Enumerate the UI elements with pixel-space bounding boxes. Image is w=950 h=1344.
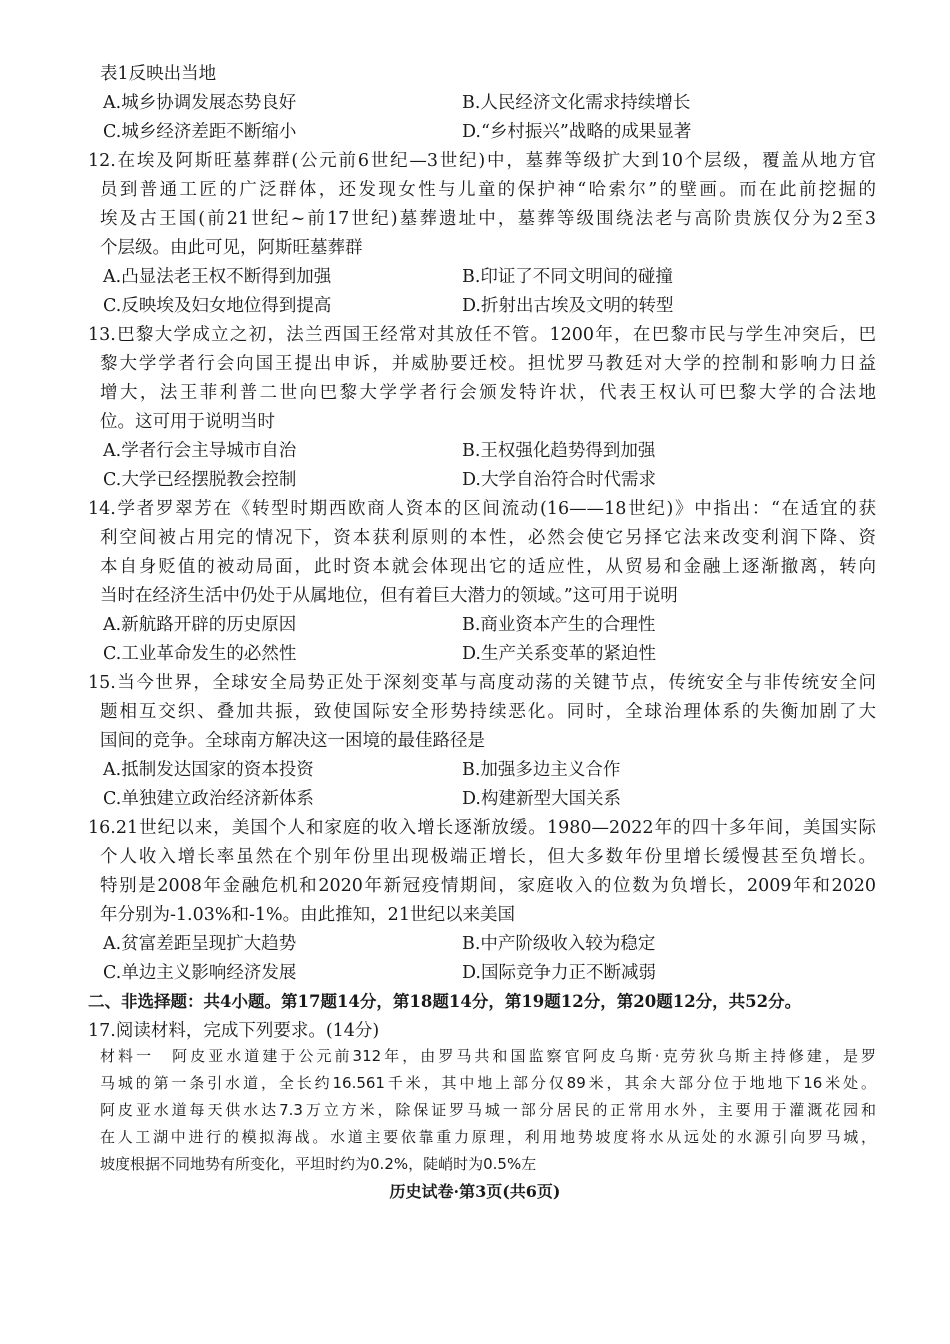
q14-line-1: 14.学者罗翠芳在《转型时期西欧商人资本的区间流动(16——18世纪)》中指出：“在适宜的获 <box>88 499 876 519</box>
q11-option-a: A.城乡协调发展态势良好 <box>103 93 297 113</box>
q14-option-b: B.商业资本产生的合理性 <box>462 615 656 635</box>
q17-material-line-1: 材料一 阿皮亚水道建于公元前312年，由罗马共和国监察官阿皮乌斯·克劳狄乌斯主持修建，是罗 <box>100 1047 876 1065</box>
q17-material-line-2: 马城的第一条引水道，全长约16.561千米，其中地上部分仅89米，其余大部分位于地地下16米处。 <box>100 1074 876 1092</box>
q12-option-c: C.反映埃及妇女地位得到提高 <box>103 296 332 316</box>
q13-option-b: B.王权强化趋势得到加强 <box>462 441 656 461</box>
section-2-heading: 二、非选择题：共4小题。第17题14分，第18题14分，第19题12分，第20题12分，共52分。 <box>88 992 802 1011</box>
q17-material-line-4: 在人工湖中进行的模拟海战。水道主要依靠重力原理，利用地势坡度将水从远处的水源引向罗马城， <box>100 1128 876 1146</box>
q13-line-1: 13.巴黎大学成立之初，法兰西国王经常对其放任不管。1200年，在巴黎市民与学生冲突后，巴 <box>88 325 876 345</box>
q12-line-1: 12.在埃及阿斯旺墓葬群(公元前6世纪—3世纪)中，墓葬等级扩大到10个层级，覆盖从地方官 <box>88 151 876 171</box>
q15-line-2: 题相互交织、叠加共振，致使国际安全形势持续恶化。同时，全球治理体系的失衡加剧了大 <box>100 702 876 722</box>
q16-option-a: A.贫富差距呈现扩大趋势 <box>103 934 297 954</box>
q11-option-b: B.人民经济文化需求持续增长 <box>462 93 691 113</box>
q15-line-3: 国间的竞争。全球南方解决这一困境的最佳路径是 <box>100 731 485 751</box>
q15-option-d: D.构建新型大国关系 <box>462 789 621 809</box>
q12-line-4: 个层级。由此可见，阿斯旺墓葬群 <box>100 238 363 258</box>
q17-material-line-3: 阿皮亚水道每天供水达7.3万立方米，除保证罗马城一部分居民的正常用水外，主要用于灌溉花园和 <box>100 1101 876 1119</box>
q14-line-3: 本自身贬值的被动局面，此时资本就会体现出它的适应性，从贸易和金融上逐渐撤离，转向 <box>100 557 876 577</box>
q12-line-2: 员到普通工匠的广泛群体，还发现女性与儿童的保护神“哈索尔”的壁画。而在此前挖掘的 <box>100 180 876 200</box>
q14-option-d: D.生产关系变革的紧迫性 <box>462 644 656 664</box>
q12-option-d: D.折射出古埃及文明的转型 <box>462 296 674 316</box>
q16-option-c: C.单边主义影响经济发展 <box>103 963 297 983</box>
q12-line-3: 埃及古王国(前21世纪~前17世纪)墓葬遗址中，墓葬等级围绕法老与高阶贵族仅分为2至3 <box>100 209 876 229</box>
q13-line-4: 位。这可用于说明当时 <box>100 412 275 432</box>
q12-option-b: B.印证了不同文明间的碰撞 <box>462 267 673 287</box>
q15-option-b: B.加强多边主义合作 <box>462 760 621 780</box>
q11-stem-end: 表1反映出当地 <box>100 64 217 84</box>
q16-line-1: 16.21世纪以来，美国个人和家庭的收入增长逐渐放缓。1980—2022年的四十多年间，美国实际 <box>88 818 876 838</box>
q16-option-d: D.国际竞争力正不断减弱 <box>462 963 656 983</box>
q16-line-3: 特别是2008年金融危机和2020年新冠疫情期间，家庭收入的位数为负增长，2009年和2020 <box>100 876 876 896</box>
q13-line-3: 增大，法王菲利普二世向巴黎大学学者行会颁发特许状，代表王权认可巴黎大学的合法地 <box>100 383 876 403</box>
q13-option-d: D.大学自治符合时代需求 <box>462 470 656 490</box>
q17-intro: 17.阅读材料，完成下列要求。(14分) <box>88 1021 380 1041</box>
q14-option-a: A.新航路开辟的历史原因 <box>103 615 297 635</box>
q15-option-c: C.单独建立政治经济新体系 <box>103 789 314 809</box>
q14-option-c: C.工业革命发生的必然性 <box>103 644 297 664</box>
q16-line-2: 个人收入增长率虽然在个别年份里出现极端正增长，但大多数年份里增长缓慢甚至负增长。 <box>100 847 876 867</box>
q14-line-2: 利空间被占用完的情况下，资本获利原则的本性，必然会使它另择它法来改变利润下降、资 <box>100 528 876 548</box>
q13-option-a: A.学者行会主导城市自治 <box>103 441 297 461</box>
q16-line-4: 年分别为-1.03%和-1%。由此推知，21世纪以来美国 <box>100 905 515 925</box>
q11-option-d: D.“乡村振兴”战略的成果显著 <box>462 122 692 142</box>
q16-option-b: B.中产阶级收入较为稳定 <box>462 934 656 954</box>
q13-line-2: 黎大学学者行会向国王提出申诉，并威胁要迁校。担忧罗马教廷对大学的控制和影响力日益 <box>100 354 876 374</box>
q12-option-a: A.凸显法老王权不断得到加强 <box>103 267 332 287</box>
q13-option-c: C.大学已经摆脱教会控制 <box>103 470 297 490</box>
q15-line-1: 15.当今世界，全球安全局势正处于深刻变革与高度动荡的关键节点，传统安全与非传统安全问 <box>88 673 876 693</box>
q14-line-4: 当时在经济生活中仍处于从属地位，但有着巨大潜力的领域。”这可用于说明 <box>100 586 678 606</box>
page-footer: 历史试卷·第3页(共6页) <box>389 1182 561 1201</box>
q11-option-c: C.城乡经济差距不断缩小 <box>103 122 297 142</box>
q17-material-line-5: 坡度根据不同地势有所变化，平坦时约为0.2%，陡峭时为0.5%左 <box>100 1155 537 1173</box>
q15-option-a: A.抵制发达国家的资本投资 <box>103 760 314 780</box>
